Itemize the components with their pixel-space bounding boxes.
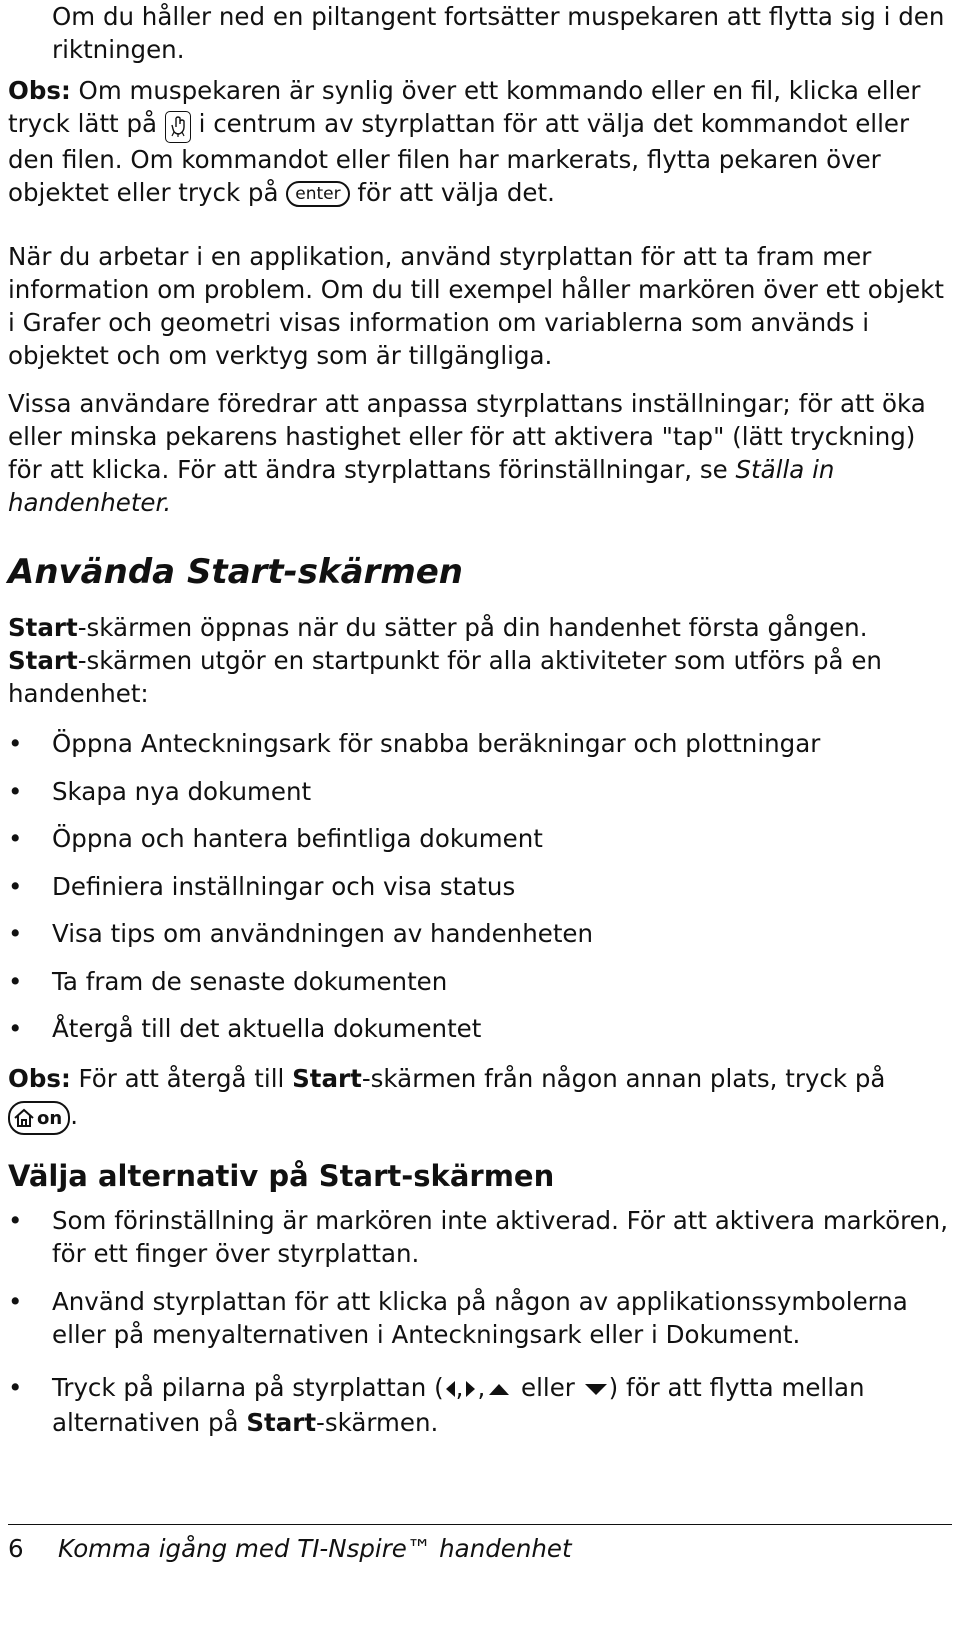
list-item-text: Visa tips om användningen av handenheten: [52, 919, 594, 948]
list-item: [8, 822, 952, 855]
touchpad-click-key-icon: [165, 111, 191, 143]
arrows-text-c: -skärmen.: [316, 1408, 439, 1437]
page-number: 6: [8, 1534, 24, 1563]
paragraph-arrow-keys: Om du håller ned en piltangent fortsätter muspekaren att flytta sig i den riktningen.: [52, 2, 945, 64]
bullet-icon: •: [8, 1287, 23, 1316]
bullet-icon: •: [8, 729, 23, 758]
settings-reference-link[interactable]: Ställa in handenheter.: [8, 455, 835, 517]
start-bold-2: Start: [8, 646, 78, 675]
intro-text-a: -skärmen öppnas när du sätter på din handenhet första gången.: [77, 613, 868, 642]
bullet-icon: •: [8, 871, 23, 901]
home-on-key-icon: [8, 1101, 70, 1135]
settings-text: Vissa användare föredrar att anpassa styrplattans inställningar; för att öka eller minska pekarens hastighet eller för att aktivera "tap" (lätt tryckning) för att klicka. För att ändra styrplattans förinställningar, se: [8, 389, 926, 484]
heading-home-screen: Använda Start-skärmen: [8, 552, 464, 592]
list-item: [8, 1012, 952, 1045]
bullet-icon: •: [8, 1206, 23, 1235]
list-item-text: Öppna Anteckningsark för snabba beräkningar och plottningar: [52, 729, 821, 758]
bullet-icon: •: [8, 1373, 23, 1402]
arrow-right-icon: [463, 1379, 477, 1399]
on-key-label: on: [37, 1107, 63, 1129]
choose-options-list: [8, 1204, 952, 1440]
paragraph-touchpad-settings: [8, 387, 952, 519]
page-footer: [8, 1532, 572, 1565]
start-bold: Start: [292, 1064, 362, 1093]
list-item: [8, 727, 952, 760]
start-bold-1: Start: [8, 613, 78, 642]
list-item-text: Återgå till det aktuella dokumentet: [52, 1014, 482, 1043]
note-text-c: för att välja det.: [349, 178, 555, 207]
bullet-icon: •: [8, 776, 23, 806]
bullet-icon: •: [8, 966, 23, 996]
footer-title: Komma igång med TI-Nspire™ handenhet: [58, 1534, 572, 1563]
footer-divider: [8, 1524, 952, 1525]
list-item-text: Skapa nya dokument: [52, 776, 312, 806]
note2-text-c: -skärmen från någon annan plats, tryck på: [361, 1064, 886, 1093]
arrow-left-icon: [444, 1379, 456, 1399]
list-item-text: Definiera inställningar och visa status: [52, 871, 516, 901]
arrow-separator: ,: [455, 1373, 464, 1402]
bullet-icon: •: [8, 1014, 23, 1043]
note-label: Obs:: [8, 1064, 71, 1093]
list-item-text: Använd styrplattan för att klicka på någon av applikationssymbolerna eller på menyalternativen i Anteckningsark eller i Dokument.: [52, 1287, 908, 1349]
list-item: [8, 1370, 952, 1440]
note-text-a: Om muspekaren är synlig över ett kommando eller en fil, klicka eller tryck lätt på: [8, 76, 921, 138]
arrows-text-a: Tryck på pilarna på styrplattan (: [52, 1373, 444, 1402]
arrows-text-b: ) för att flytta mellan alternativen på: [52, 1373, 865, 1437]
home-icon: [13, 1108, 35, 1128]
note2-text-a: För att återgå till: [70, 1064, 293, 1093]
list-item-text: Ta fram de senaste dokumenten: [52, 966, 448, 996]
list-item: [8, 917, 952, 950]
bullet-icon: •: [8, 824, 23, 853]
list-item: [8, 1204, 952, 1270]
note-click-touchpad: [8, 74, 952, 209]
list-item: [8, 775, 952, 808]
list-item-text: Öppna och hantera befintliga dokument: [52, 824, 543, 853]
start-bold: Start: [246, 1408, 317, 1437]
arrow-down-icon: [583, 1380, 609, 1398]
note2-end: .: [70, 1101, 78, 1130]
arrow-up-icon: [485, 1380, 513, 1398]
list-item: [8, 965, 952, 998]
list-item: [8, 1285, 952, 1351]
paragraph-more-info: När du arbetar i en applikation, använd styrplattan för att ta fram mer information om problem. Om du till exempel håller markören över ett objekt i Grafer och geometri visas information om variablerna som används i objektet och om verktyg som är tillgängliga.: [8, 242, 944, 370]
home-screen-activities-list: [8, 727, 952, 1045]
list-item: [8, 870, 952, 903]
heading-choose-options: Välja alternativ på Start-skärmen: [8, 1159, 555, 1193]
list-item-text: Som förinställning är markören inte aktiverad. För att aktivera markören, för ett finger över styrplattan.: [52, 1206, 948, 1268]
enter-key-icon: enter: [286, 181, 349, 207]
intro-text-c: -skärmen utgör en startpunkt för alla aktiviteter som utförs på en handenhet:: [8, 646, 882, 708]
note-return-home: [8, 1060, 952, 1135]
arrow-separator: ,: [477, 1373, 486, 1402]
note-text-b: i centrum av styrplattan för att välja det kommandot eller den filen. Om kommandot eller filen har markerats, flytta pekaren över objektet eller tryck på: [8, 109, 910, 207]
arrows-or-text: eller: [513, 1373, 583, 1402]
bullet-icon: •: [8, 919, 23, 948]
note-label: Obs:: [8, 76, 71, 105]
paragraph-home-screen-intro: [8, 611, 952, 710]
